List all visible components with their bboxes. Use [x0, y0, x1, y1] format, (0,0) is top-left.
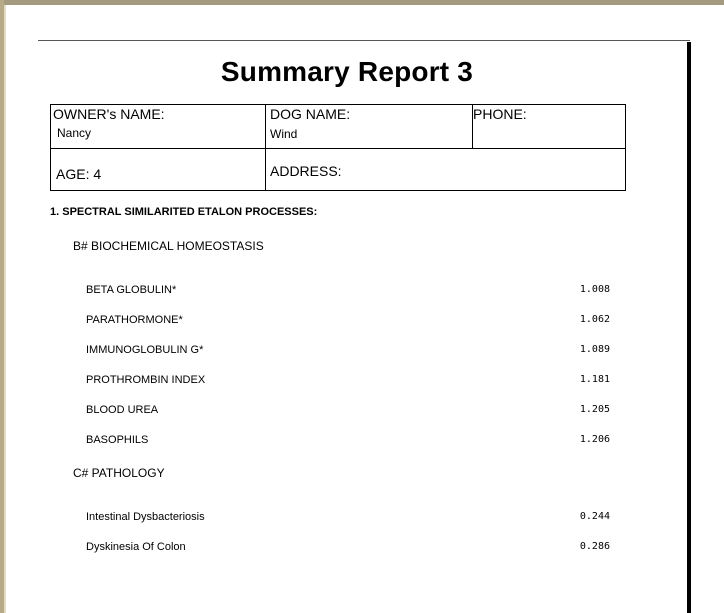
- list-item: [86, 373, 610, 387]
- item-value: 0.286: [579, 541, 610, 552]
- page-right-shadow: [687, 42, 691, 613]
- item-value: 1.206: [579, 434, 610, 445]
- phone-label: PHONE:: [473, 106, 527, 122]
- list-item: [86, 283, 610, 297]
- item-name: IMMUNOGLOBULIN G*: [86, 344, 204, 356]
- dog-name-label: DOG NAME:: [270, 106, 351, 122]
- owner-info-table: [50, 104, 626, 191]
- page-top-edge: [38, 40, 690, 41]
- group-heading-pathology: C# PATHOLOGY: [73, 466, 165, 480]
- item-name: PARATHORMONE*: [86, 314, 183, 326]
- address-label: ADDRESS:: [270, 163, 342, 179]
- item-name: BASOPHILS: [86, 434, 149, 446]
- item-value: 1.205: [579, 404, 610, 415]
- group-heading-biochemical: B# BIOCHEMICAL HOMEOSTASIS: [73, 239, 264, 253]
- dog-name-value: Wind: [270, 127, 298, 141]
- item-name: Dyskinesia Of Colon: [86, 541, 186, 553]
- list-item: [86, 403, 610, 417]
- report-title: Summary Report 3: [220, 56, 474, 87]
- item-name: Intestinal Dysbacteriosis: [86, 511, 205, 523]
- owner-name-value: Nancy: [57, 126, 92, 140]
- item-value: 1.062: [579, 314, 610, 325]
- item-value: 1.008: [579, 284, 610, 295]
- item-name: BLOOD UREA: [86, 404, 159, 416]
- list-item: [86, 540, 610, 554]
- list-item: [86, 343, 610, 357]
- list-item: [86, 510, 610, 524]
- info-table-divider: [51, 148, 625, 149]
- owner-name-label: OWNER's NAME:: [53, 106, 165, 122]
- item-value: 0.244: [579, 511, 610, 522]
- item-value: 1.089: [579, 344, 610, 355]
- item-name: BETA GLOBULIN*: [86, 284, 177, 296]
- section-heading: 1. SPECTRAL SIMILARITED ETALON PROCESSES:: [50, 206, 318, 218]
- item-name: PROTHROMBIN INDEX: [86, 374, 206, 386]
- list-item: [86, 433, 610, 447]
- item-value: 1.181: [579, 374, 610, 385]
- list-item: [86, 313, 610, 327]
- age-label: AGE: 4: [56, 166, 102, 182]
